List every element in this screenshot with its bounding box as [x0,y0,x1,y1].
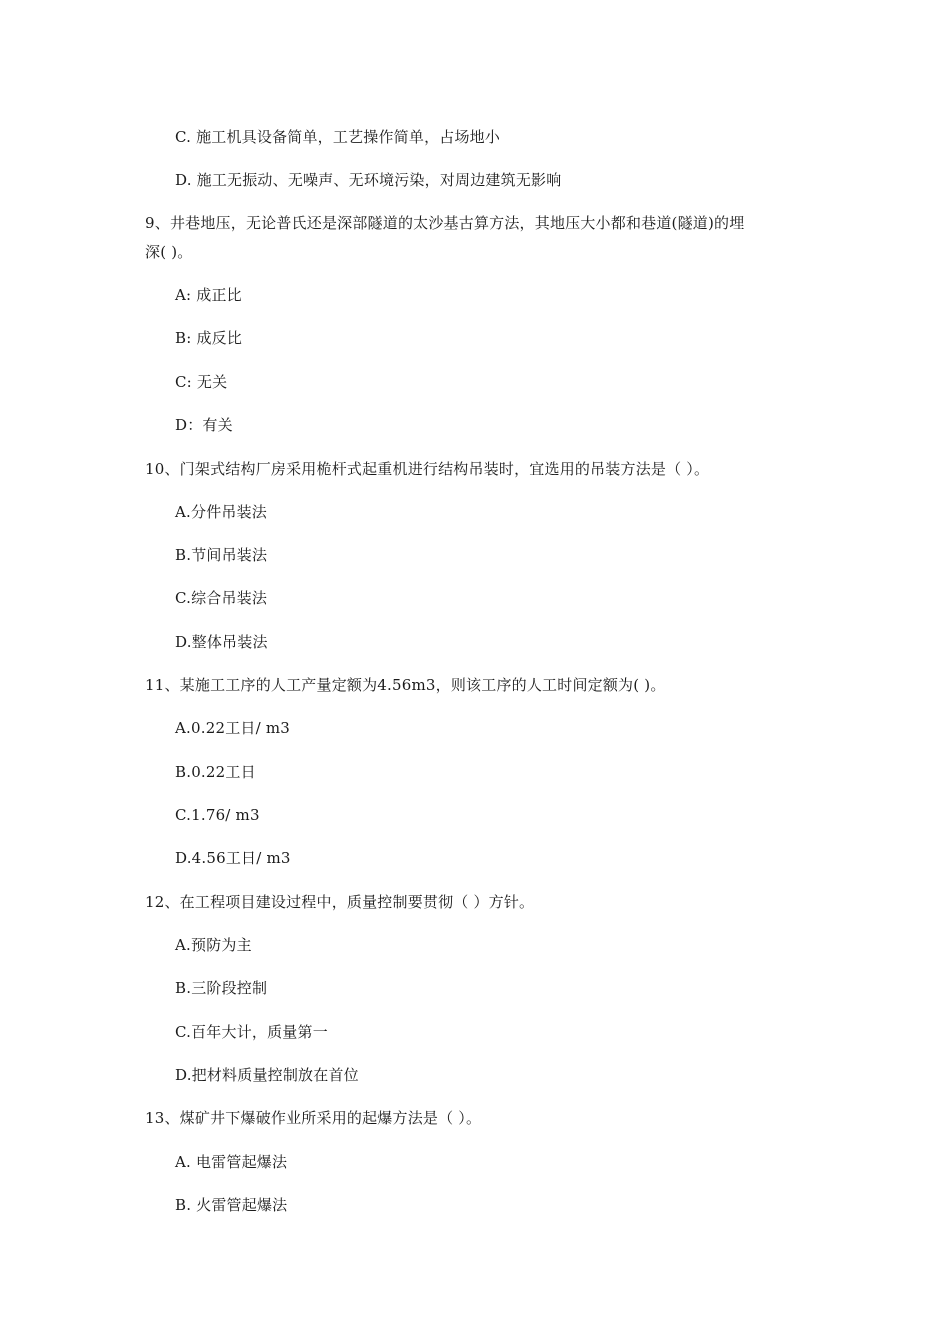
option-line: D.整体吊装法 [175,633,268,651]
question-line: 深( )。 [145,243,193,261]
option-line: A: 成正比 [175,286,242,304]
option-line: C.1.76/ m3 [175,806,260,824]
question-line: 9、井巷地压，无论普氏还是深部隧道的太沙基古算方法，其地压大小都和巷道(隧道)的埋 [145,214,745,232]
option-line: A. 电雷管起爆法 [175,1153,288,1171]
option-line: C: 无关 [175,373,228,391]
option-line: B.三阶段控制 [175,979,268,997]
option-line: B: 成反比 [175,329,243,347]
question-line: 11、某施工工序的人工产量定额为4.56m3，则该工序的人工时间定额为( )。 [145,676,666,694]
option-line: D.4.56工日/ m3 [175,849,291,867]
option-line: D.把材料质量控制放在首位 [175,1066,359,1084]
question-line: 10、门架式结构厂房采用桅杆式起重机进行结构吊装时，宜选用的吊装方法是（ ）。 [145,460,710,478]
option-line: D：有关 [175,416,233,434]
option-line: A.预防为主 [175,936,252,954]
option-line: C.综合吊装法 [175,589,268,607]
option-line: C. 施工机具设备简单，工艺操作简单，占场地小 [175,128,501,146]
option-line: B.0.22工日 [175,763,256,781]
option-line: A.分件吊装法 [175,503,268,521]
option-line: B. 火雷管起爆法 [175,1196,288,1214]
option-line: B.节间吊装法 [175,546,268,564]
option-line: C.百年大计，质量第一 [175,1023,328,1041]
option-line: A.0.22工日/ m3 [175,719,290,737]
question-line: 13、煤矿井下爆破作业所采用的起爆方法是（ ）。 [145,1109,482,1127]
question-line: 12、在工程项目建设过程中，质量控制要贯彻（ ）方针。 [145,893,535,911]
option-line: D. 施工无振动、无噪声、无环境污染，对周边建筑无影响 [175,171,562,189]
